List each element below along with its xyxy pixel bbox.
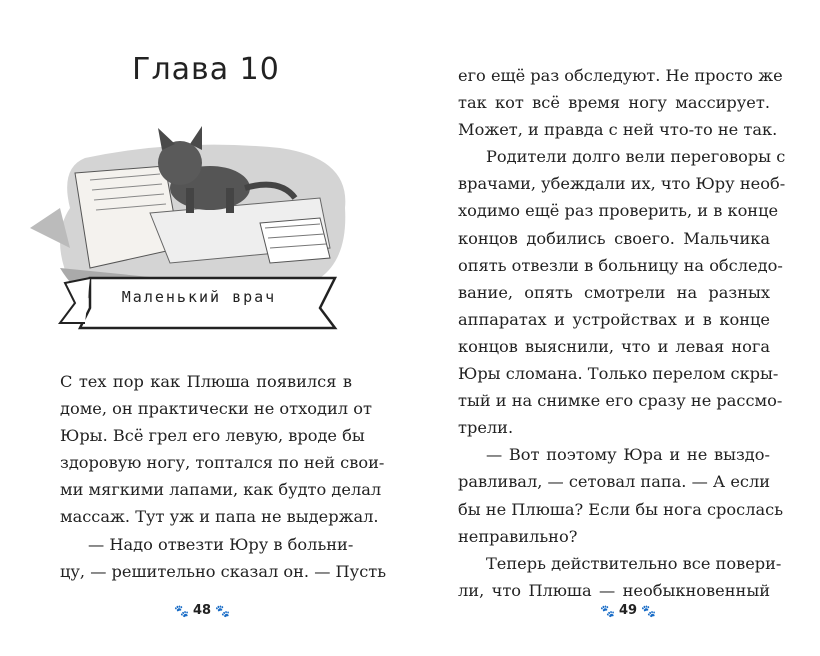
text-line: — Вот поэтому Юра и не выздо- [486, 445, 770, 465]
chapter-title: Глава 10 [132, 52, 280, 87]
text-line: здоровую ногу, топтался по ней свои- [60, 453, 385, 473]
text-line: вание, опять смотрели на разных [458, 282, 770, 302]
text-line: ли, что Плюша — необыкновенный [458, 580, 770, 600]
text-line: бы не Плюша? Если бы нога срослась [458, 499, 784, 519]
text-line: трели. [458, 418, 514, 438]
page-number [600, 603, 656, 618]
text-line: неправильно? [458, 526, 578, 546]
chapter-illustration [30, 118, 360, 348]
text-line: массаж. Тут уж и папа не выдержал. [60, 507, 379, 527]
text-line: равливал, — сетовал папа. — А если [458, 472, 771, 492]
text-line: Родители долго вели переговоры с [486, 147, 786, 167]
paw-icon: 🐾 [174, 603, 189, 618]
page-number-text: 49 [618, 603, 638, 618]
text-line: Юры. Всё грел его левую, вроде бы [60, 426, 365, 446]
page-number-text: 48 [192, 603, 212, 618]
text-line: концов выяснили, что и левая нога [458, 336, 770, 356]
text-line: цу, — решительно сказал он. — Пусть [60, 561, 387, 581]
text-line: концов добились своего. Мальчика [458, 228, 770, 248]
text-line: аппаратах и устройствах и в конце [458, 309, 770, 329]
paw-icon: 🐾 [641, 603, 656, 618]
text-line: врачами, убеждали их, что Юру необ- [458, 174, 786, 194]
text-line: Теперь действительно все повери- [486, 553, 782, 573]
text-line: так кот всё время ногу массирует. [458, 93, 770, 113]
body-text [458, 62, 786, 604]
text-line: его ещё раз обследуют. Не просто же [458, 66, 783, 85]
text-line: С тех пор как Плюша появился в [60, 372, 352, 391]
page-number [174, 603, 230, 618]
text-line: Юры сломана. Только перелом скры- [458, 364, 779, 384]
body-text [60, 368, 387, 585]
text-line: Может, и правда с ней что-то не так. [458, 120, 778, 140]
text-line: ми мягкими лапами, как будто делал [60, 480, 382, 500]
text-line: ходимо ещё раз проверить, и в конце [458, 201, 779, 221]
right-page [410, 0, 820, 656]
text-line: тый и на снимке его сразу не рассмо- [458, 391, 783, 411]
paw-icon: 🐾 [215, 603, 230, 618]
chapter-subtitle: Маленький врач [121, 288, 277, 306]
text-line: опять отвезли в больницу на обследо- [458, 255, 783, 275]
text-line: доме, он практически не отходил от [60, 399, 372, 419]
text-line: — Надо отвезти Юру в больни- [88, 534, 354, 554]
paw-icon: 🐾 [600, 603, 615, 618]
